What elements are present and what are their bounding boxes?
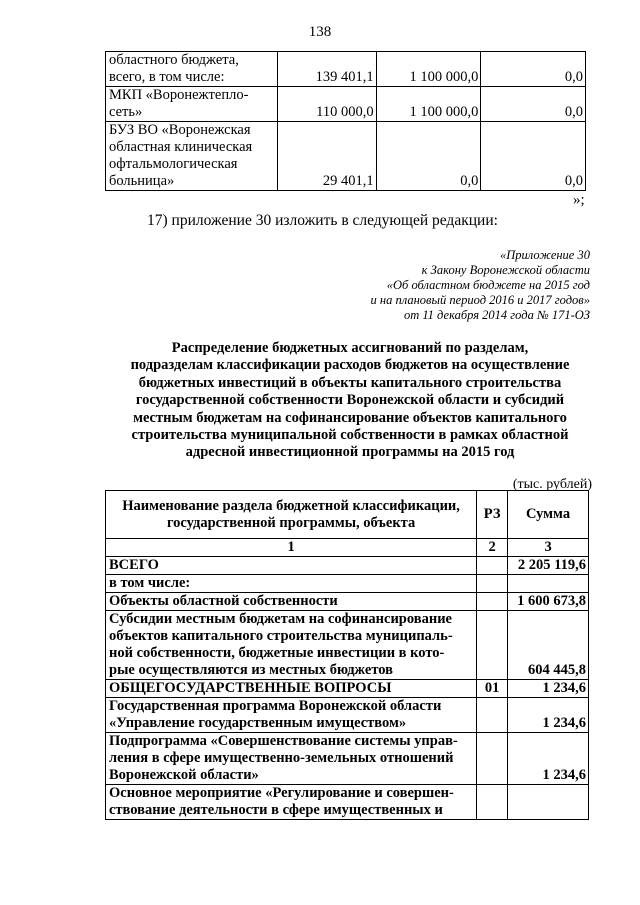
name-line: Государственная программа Воронежской области <box>109 698 442 714</box>
row-name-cell <box>106 593 477 611</box>
name-line: объектов капитального строительства муниципаль- <box>109 628 453 644</box>
row-name-cell <box>106 680 477 698</box>
top-table <box>105 51 586 191</box>
table-row <box>106 680 589 698</box>
main-table <box>105 490 589 820</box>
top-table-name-cell <box>106 52 278 87</box>
row-name-cell <box>106 733 477 785</box>
row-name-cell <box>106 698 477 733</box>
row-sum-cell: 1 600 673,8 <box>508 593 589 611</box>
title-line: Распределение бюджетных ассигнований по разделам, <box>171 340 529 356</box>
row-rz-cell <box>477 611 508 680</box>
table-row <box>106 557 589 575</box>
name-line: Воронежской области» <box>109 767 259 783</box>
row-rz-cell <box>477 557 508 575</box>
row-name-cell <box>106 575 477 593</box>
row-rz-cell <box>477 698 508 733</box>
name-line: ления в сфере имущественно-земельных отношений <box>109 750 454 766</box>
header-name-line: государственной программы, объекта <box>166 514 416 531</box>
name-line: «Управление государственным имуществом» <box>109 715 407 731</box>
name-line: Субсидии местным бюджетам на софинансирование <box>109 611 452 627</box>
name-line: всего, в том числе: <box>109 69 225 85</box>
header-name-line: Наименование раздела бюджетной классификации, <box>122 497 460 514</box>
table-row <box>106 733 589 785</box>
row-name-cell <box>106 611 477 680</box>
top-table-value-cell: 0,0 <box>481 122 586 191</box>
row-name-cell <box>106 785 477 820</box>
name-line: областного бюджета, <box>109 52 239 68</box>
title-line: адресной инвестиционной программы на 2015 год <box>185 444 515 461</box>
name-line: офтальмологическая <box>109 156 238 172</box>
table-row <box>106 785 589 820</box>
name-line: рые осуществляются из местных бюджетов <box>109 662 393 678</box>
name-line: ной собственности, бюджетные инвестиции в кото- <box>109 645 445 661</box>
col-number: 3 <box>508 539 589 557</box>
annex-block <box>371 248 590 323</box>
title-line: строительства муниципальной собственности в рамках областной <box>131 427 569 444</box>
row-rz-cell <box>477 785 508 820</box>
table-row <box>106 698 589 733</box>
top-table-name-cell <box>106 122 278 191</box>
row-sum-cell: 2 205 119,6 <box>508 557 589 575</box>
top-table-name-cell <box>106 87 278 122</box>
name-line: Основное мероприятие «Регулирование и совершен- <box>109 785 454 801</box>
title-line: государственной собственности Воронежской области и субсидий <box>135 392 565 409</box>
row-sum-cell <box>508 785 589 820</box>
title-line: бюджетных инвестиций в объекты капитального строительства <box>138 374 562 391</box>
name-line: Подпрограмма «Совершенствование системы управ- <box>109 733 458 749</box>
annex-line: от 11 декабря 2014 года № 171-ОЗ <box>403 308 590 322</box>
top-table-value-cell: 0,0 <box>376 122 481 191</box>
table-row <box>106 593 589 611</box>
row-rz-cell <box>477 733 508 785</box>
annex-line: «Об областном бюджете на 2015 год <box>386 278 590 292</box>
header-rz-cell: РЗ <box>477 491 508 539</box>
top-table-row <box>106 87 586 122</box>
header-row <box>106 491 589 539</box>
top-table-value-cell: 0,0 <box>481 52 586 87</box>
row-rz-cell <box>477 575 508 593</box>
column-number-row <box>106 539 589 557</box>
name-line: в том числе: <box>109 575 191 591</box>
row-sum-cell <box>508 575 589 593</box>
row-sum-cell: 1 234,6 <box>508 698 589 733</box>
name-line: МКП «Воронежтепло- <box>109 87 249 103</box>
annex-line: к Закону Воронежской области <box>421 263 590 277</box>
name-line: больница» <box>109 173 175 189</box>
page-number: 138 <box>308 24 332 40</box>
row-rz-cell <box>477 593 508 611</box>
name-line: сеть» <box>109 104 143 120</box>
header-name-cell <box>106 491 477 539</box>
name-line: ОБЩЕГОСУДАРСТВЕННЫЕ ВОПРОСЫ <box>109 680 392 696</box>
units-label: (тыс. рублей) <box>512 477 592 492</box>
name-line: областная клиническая <box>109 139 253 155</box>
title-line: подразделам классификации расходов бюджетов на осуществление <box>130 357 570 374</box>
table-row <box>106 575 589 593</box>
col-number: 1 <box>106 539 477 557</box>
annex-line: «Приложение 30 <box>500 248 590 262</box>
top-table-row <box>106 122 586 191</box>
document-title <box>105 340 595 462</box>
name-line: ствование деятельности в сфере имущественных и <box>109 802 443 818</box>
top-table-value-cell: 1 100 000,0 <box>376 52 481 87</box>
top-table-value-cell: 0,0 <box>481 87 586 122</box>
row-sum-cell: 1 234,6 <box>508 680 589 698</box>
row-rz-cell: 01 <box>477 680 508 698</box>
closing-mark: »; <box>573 192 585 208</box>
col-number: 2 <box>477 539 508 557</box>
row-name-cell <box>106 557 477 575</box>
name-line: ВСЕГО <box>109 557 159 573</box>
item-17-text: 17) приложение 30 изложить в следующей редакции: <box>147 212 498 229</box>
top-table-value-cell: 110 000,0 <box>277 87 376 122</box>
top-table-row <box>106 52 586 87</box>
row-sum-cell: 1 234,6 <box>508 733 589 785</box>
name-line: БУЗ ВО «Воронежская <box>109 122 251 138</box>
title-line: местным бюджетам на софинансирование объектов капитального <box>133 409 567 426</box>
name-line: Объекты областной собственности <box>109 593 338 609</box>
annex-line: и на плановый период 2016 и 2017 годов» <box>370 293 590 307</box>
header-sum-cell: Сумма <box>508 491 589 539</box>
table-row <box>106 611 589 680</box>
top-table-value-cell: 29 401,1 <box>277 122 376 191</box>
top-table-value-cell: 139 401,1 <box>277 52 376 87</box>
top-table-value-cell: 1 100 000,0 <box>376 87 481 122</box>
row-sum-cell: 604 445,8 <box>508 611 589 680</box>
